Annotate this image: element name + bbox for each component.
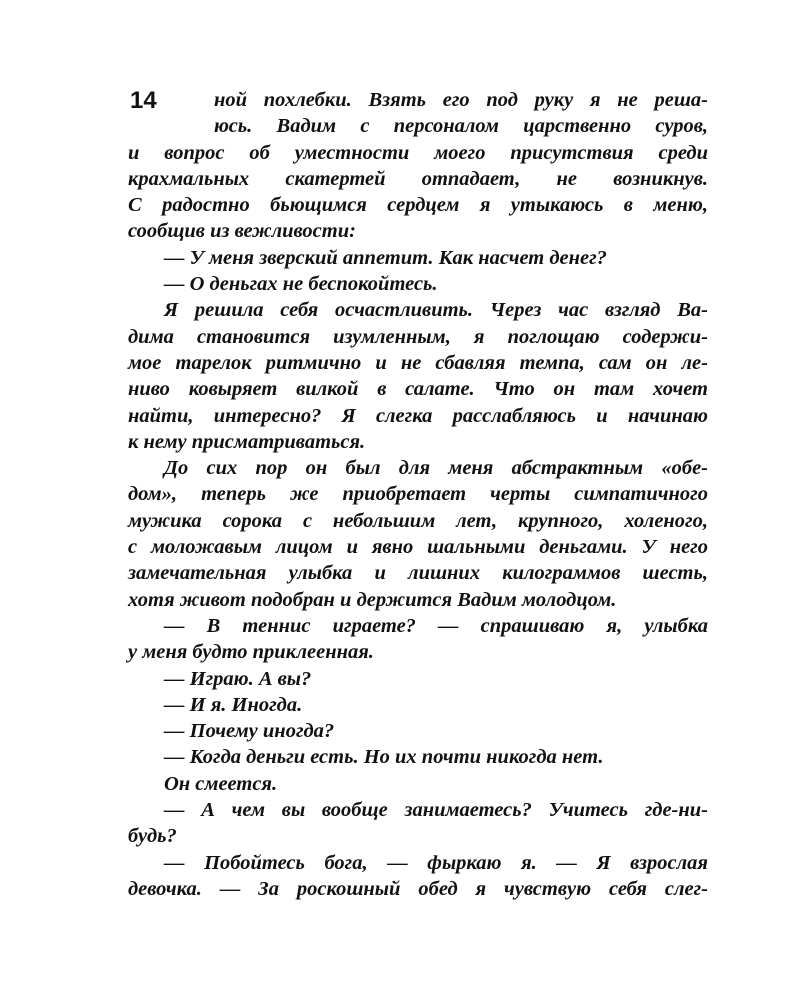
- text-line: — И я. Иногда.: [164, 693, 303, 716]
- page-number: 14: [130, 87, 157, 114]
- text-line: — А чем вы вообще занимаетесь? Учитесь где-ни-: [164, 799, 708, 822]
- text-line: — Играю. А вы?: [164, 667, 312, 690]
- text-line: — Побойтесь бога, — фыркаю я. — Я взрослая: [164, 851, 708, 874]
- text-line: и вопрос об уместности моего присутствия среди: [128, 141, 708, 164]
- text-line: к нему присматриваться.: [128, 430, 366, 453]
- text-line: юсь. Вадим с персоналом царственно суров,: [214, 115, 708, 138]
- text-line: у меня будто приклеенная.: [128, 641, 374, 664]
- text-line: ной похлебки. Взять его под руку я не реша-: [214, 89, 708, 111]
- text-line: замечательная улыбка и лишних килограммов шесть,: [128, 562, 708, 585]
- text-line: — Почему иногда?: [164, 720, 335, 743]
- text-line: девочка. — За роскошный обед я чувствую себя слег-: [128, 877, 708, 900]
- text-line: мое тарелок ритмично и не сбавляя темпа, сам он ле-: [128, 351, 708, 374]
- text-line: Я решила себя осчастливить. Через час взгляд Ва-: [164, 299, 708, 322]
- text-line: найти, интересно? Я слегка расслабляюсь и начинаю: [128, 404, 708, 427]
- text-line: хотя живот подобран и держится Вадим молодцом.: [128, 588, 617, 611]
- text-line: ниво ковыряет вилкой в салате. Что он там хочет: [128, 378, 708, 401]
- text-line: Он смеется.: [164, 772, 278, 795]
- text-line: будь?: [128, 825, 177, 848]
- text-line: дом», теперь же приобретает черты симпатичного: [128, 483, 708, 506]
- text-line: С радостно бьющимся сердцем я утыкаюсь в меню,: [128, 194, 708, 217]
- page-text: [128, 87, 708, 902]
- text-line: мужика сорока с небольшим лет, крупного, холеного,: [128, 509, 708, 532]
- text-line: — О деньгах не беспокойтесь.: [164, 273, 438, 296]
- text-line: До сих пор он был для меня абстрактным «обе-: [164, 457, 708, 480]
- text-line: — Когда деньги есть. Но их почти никогда нет.: [164, 746, 604, 769]
- text-line: — В теннис играете? — спрашиваю я, улыбка: [164, 614, 708, 637]
- text-line: сообщив из вежливости:: [128, 220, 356, 243]
- text-line: — У меня зверский аппетит. Как насчет денег?: [164, 246, 607, 269]
- text-line: с моложавым лицом и явно шальными деньгами. У него: [128, 536, 708, 559]
- text-line: крахмальных скатертей отпадает, не возникнув.: [128, 167, 708, 190]
- text-line: дима становится изумленным, я поглощаю содержи-: [128, 325, 708, 348]
